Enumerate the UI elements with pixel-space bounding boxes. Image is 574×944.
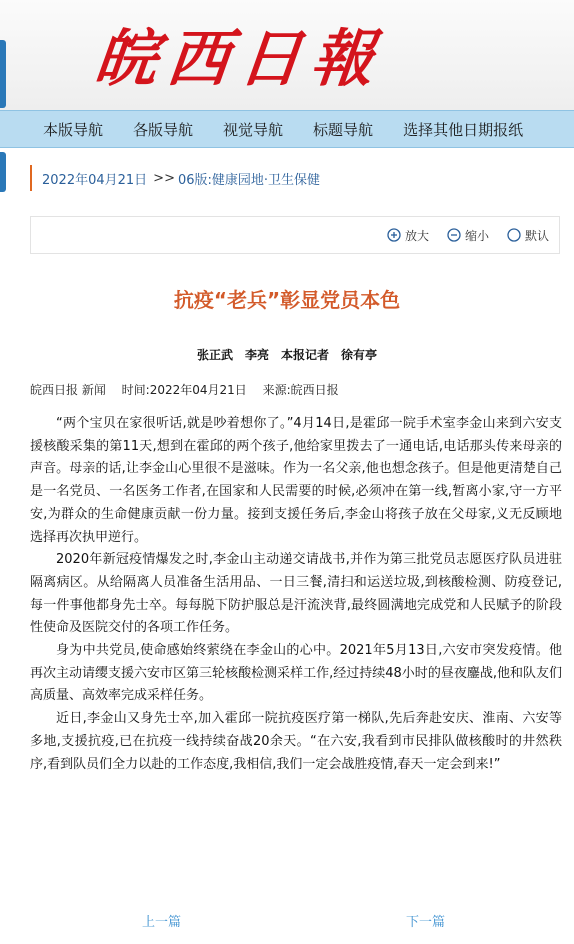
article-paragraph: 2020年新冠疫情爆发之时,李金山主动递交请战书,并作为第三批党员志愿医疗队员进驻隔离病区。从给隔离人员准备生活用品、一日三餐,清扫和运送垃圾,到核酸检测、防疫登记,每一件事他都身先士卒。每每脱下防护服总是汗流浃背,最终圆满地完成党和人民赋予的阶段性使命及医院交付的各项工作任务。	[30, 552, 562, 636]
zoom-out-label: 缩小	[464, 228, 489, 243]
nav-item-visual[interactable]: 视觉导航	[223, 120, 284, 139]
breadcrumb-separator: >>	[153, 170, 175, 186]
article-authors: 张正武 李亮 本报记者 徐有亭	[196, 348, 377, 362]
breadcrumb-date[interactable]: 2022年04月21日	[42, 172, 148, 188]
side-tab[interactable]	[0, 40, 6, 108]
article-title: 抗疫“老兵”彰显党员本色	[173, 288, 401, 312]
zoom-in-label: 放大	[404, 228, 429, 243]
minus-circle-icon	[447, 228, 461, 242]
plus-circle-icon	[387, 228, 401, 242]
nav-bar	[0, 110, 574, 148]
default-size-label: 默认	[524, 228, 549, 243]
circle-icon	[507, 228, 521, 242]
meta-time: 时间:2022年04月21日	[121, 383, 247, 397]
article-paragraph: “两个宝贝在家很听话,就是吵着想你了。”4月14日,是霍邱一院手术室李金山来到六安支援核酸采集的第11天,想到在霍邱的两个孩子,他给家里拨去了一通电话,电话那头传来母亲的声音。母亲的话,让李金山心里很不是滋味。作为一名父亲,他也想念孩子。但是他更清楚自己是一名党员、一名医务工作者,在国家和人民需要的时候,必须冲在第一线,暂离小家,守一方平安,为群众的生命健康贡献一份力量。接到支援任务后,李金山将孩子放在父母家,义无反顾地选择再次执甲逆行。	[30, 416, 562, 545]
article-body	[30, 413, 562, 776]
article-meta	[30, 381, 351, 398]
breadcrumb	[30, 165, 320, 191]
masthead	[0, 0, 574, 110]
next-article-link[interactable]: 下一篇	[406, 915, 446, 930]
nav-item-this-edition[interactable]: 本版导航	[43, 120, 104, 139]
newspaper-logo: 皖西日報	[91, 21, 388, 95]
nav-item-titles[interactable]: 标题导航	[313, 120, 374, 139]
prev-article-link[interactable]: 上一篇	[142, 915, 182, 930]
nav-item-other-dates[interactable]: 选择其他日期报纸	[403, 120, 524, 139]
article-paragraph: 近日,李金山又身先士卒,加入霍邱一院抗疫医疗第一梯队,先后奔赴安庆、淮南、六安等多地,支援抗疫,已在抗疫一线持续奋战20余天。“在六安,我看到市民排队做核酸时的井然秩序,看到队员们全力以赴的工作态度,我相信,我们一定会战胜疫情,春天一定会到来!”	[30, 711, 562, 772]
nav-item-all-editions[interactable]: 各版导航	[133, 120, 194, 139]
default-size-button[interactable]	[507, 227, 549, 244]
zoom-out-button[interactable]	[447, 227, 489, 244]
article-pager	[0, 911, 574, 931]
meta-source-name: 皖西日报 新闻	[30, 383, 106, 397]
meta-origin: 来源:皖西日报	[262, 383, 339, 397]
side-tab[interactable]	[0, 152, 6, 192]
font-size-toolbar	[30, 216, 560, 254]
zoom-in-button[interactable]	[387, 227, 429, 244]
article-paragraph: 身为中共党员,使命感始终萦绕在李金山的心中。2021年5月13日,六安市突发疫情。他再次主动请缨支援六安市区第三轮核酸检测采样工作,经过持续48小时的昼夜鏖战,他和队友们高质量、高效率完成采样任务。	[30, 643, 562, 704]
breadcrumb-section[interactable]: 06版:健康园地·卫生保健	[177, 172, 321, 188]
